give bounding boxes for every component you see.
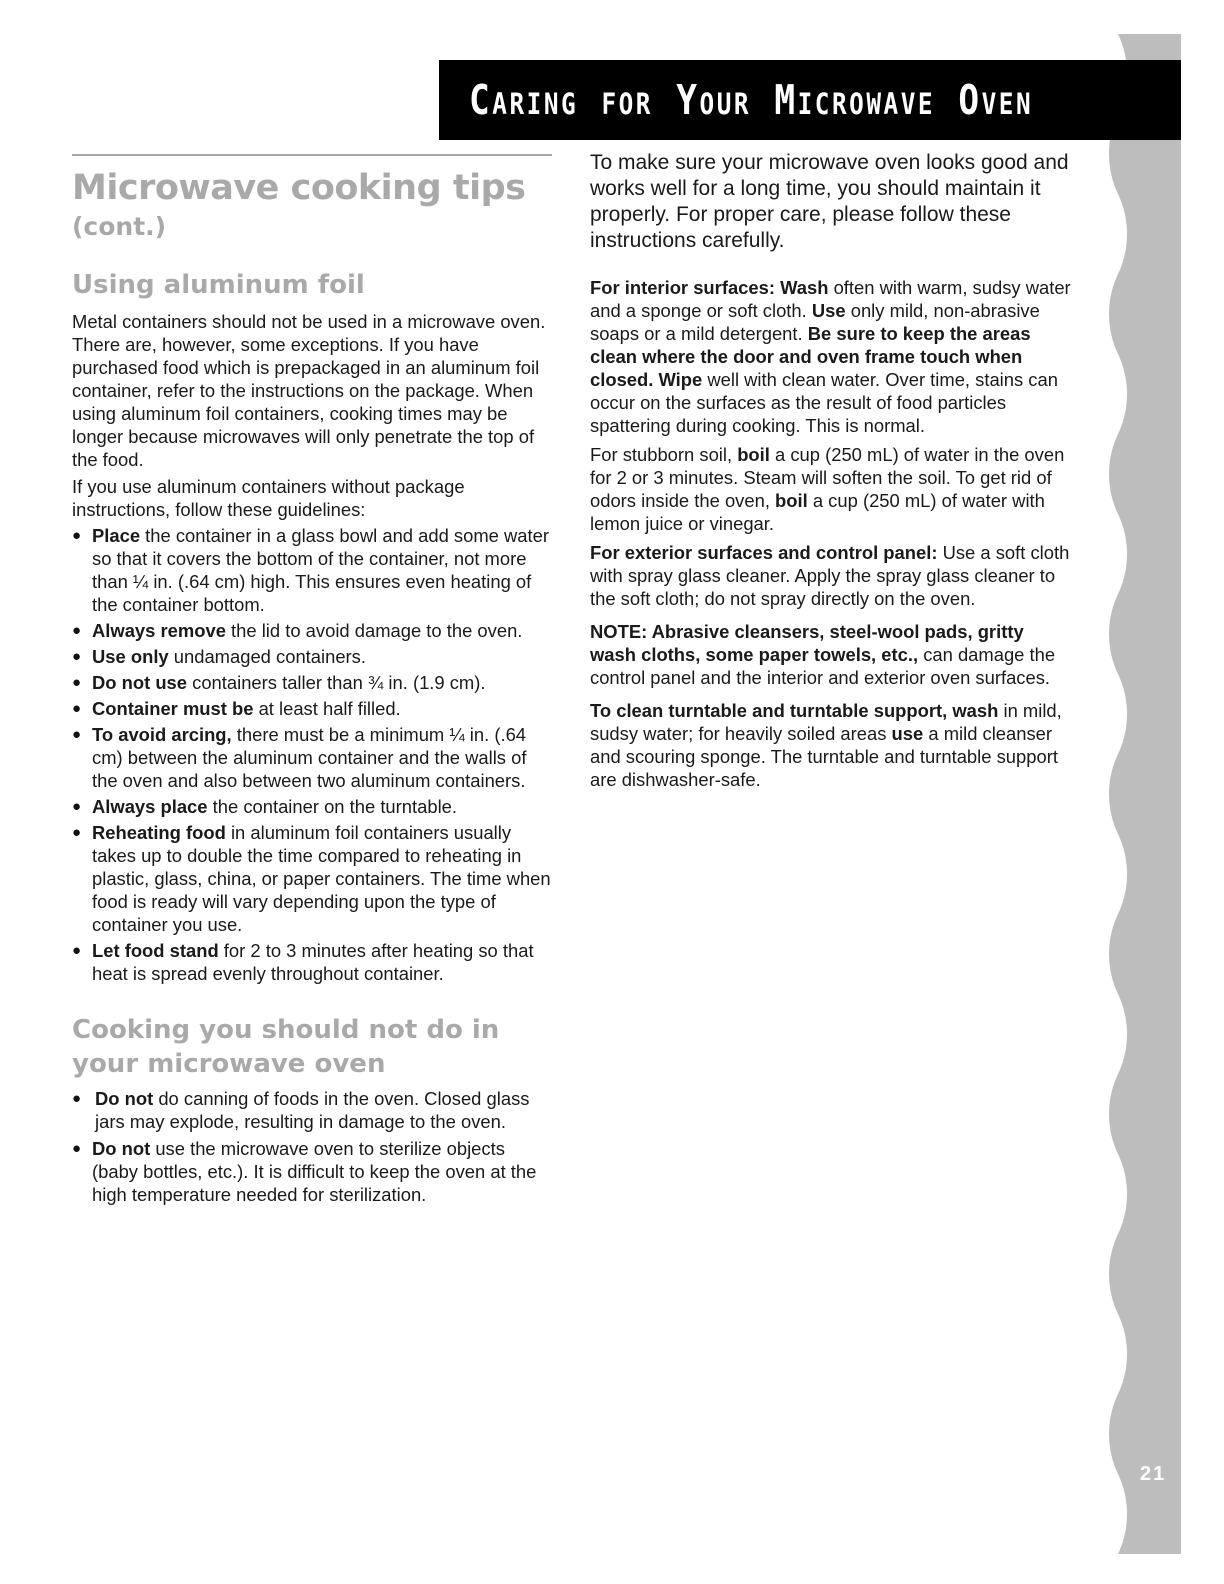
list-item <box>72 671 556 694</box>
list-item <box>72 619 556 642</box>
list-item <box>72 795 556 818</box>
note-text: can damage the control panel and the interior and exterior oven surfaces. <box>590 644 1056 688</box>
list-item <box>72 939 556 985</box>
list-item-bold: Use only <box>92 646 169 667</box>
stubborn-text-3: a cup (250 mL) of water with lemon juice or vinegar. <box>590 490 1045 534</box>
interior-bold-3: Be sure to keep the areas clean where the door and oven frame touch when closed. Wipe <box>590 323 1031 390</box>
heading-rule <box>72 154 552 156</box>
list-item-text: use the microwave oven to sterilize objects (baby bottles, etc.). It is difficult to keep the oven at the high temperature needed for sterilization. <box>92 1138 537 1205</box>
interior-text-1: often with warm, sudsy water and a sponge or soft cloth. <box>590 277 1071 321</box>
list-item-text: undamaged containers. <box>168 646 366 667</box>
list-item <box>72 524 556 616</box>
list-item-text: do canning of foods in the oven. Closed glass jars may explode, resulting in damage to the oven. <box>95 1088 530 1132</box>
foil-paragraph-2: If you use aluminum containers without package instructions, follow these guidelines: <box>72 476 465 520</box>
list-item <box>72 1087 556 1133</box>
turntable-text-1: in mild, sudsy water; for heavily soiled areas <box>590 700 1062 744</box>
stubborn-soil-paragraph <box>590 443 1072 535</box>
list-item-bold: Do not use <box>92 672 188 693</box>
list-item <box>72 723 556 792</box>
right-column <box>590 150 1072 791</box>
list-item-bold: Reheating food <box>92 822 226 843</box>
section-title: Caring for Your Microwave Oven <box>469 76 1034 124</box>
page-number: 21 <box>1140 1463 1167 1485</box>
turntable-text-2: a mild cleanser and scouring sponge. The turntable and turntable support are dishwasher-safe. <box>590 723 1058 790</box>
exterior-text: Use a soft cloth with spray glass cleaner. Apply the spray glass cleaner to the soft cloth; do not spray directly on the oven. <box>590 542 1070 609</box>
exterior-paragraph <box>590 541 1072 610</box>
stubborn-bold-2: boil <box>775 490 808 511</box>
stubborn-text-2: a cup (250 mL) of water in the oven for 2 or 3 minutes. Steam will soften the soil. To get rid of odors inside the oven, <box>590 444 1065 511</box>
exterior-bold: For exterior surfaces and control panel: <box>590 542 938 563</box>
list-item-bold: To avoid arcing, <box>92 724 232 745</box>
list-item-bold: Always remove <box>92 620 226 641</box>
list-item-bold: Do not <box>92 1138 151 1159</box>
list-item-bold: Always place <box>92 796 208 817</box>
dont-heading: Cooking you should not do in your microwave oven <box>72 1015 500 1079</box>
interior-bold-1: For interior surfaces: Wash <box>590 277 829 298</box>
interior-bold-2: Use <box>811 300 846 321</box>
interior-paragraph <box>590 276 1072 437</box>
list-item-bold: Place <box>92 525 141 546</box>
intro-paragraph: To make sure your microwave oven looks good and works well for a long time, you should maintain it properly. For proper care, please follow these instructions carefully. <box>590 151 1069 252</box>
list-item-text: there must be a minimum ¼ in. (.64 cm) between the aluminum container and the walls of the oven and also between two aluminum containers. <box>92 724 527 791</box>
foil-guidelines-list <box>72 524 556 985</box>
list-item-text: the lid to avoid damage to the oven. <box>225 620 523 641</box>
page-heading: Microwave cooking tips <box>72 168 526 208</box>
list-item <box>72 1137 556 1206</box>
list-item-text: the container in a glass bowl and add some water so that it covers the bottom of the container, not more than ¼ in. (.64 cm) high. This ensures even heating of the container bottom. <box>92 525 549 615</box>
list-item <box>72 645 556 668</box>
list-item-text: containers taller than ¾ in. (1.9 cm). <box>187 672 486 693</box>
list-item <box>72 821 556 936</box>
interior-text-3: well with clean water. Over time, stains can occur on the surfaces as the result of food particles spattering during cooking. This is normal. <box>590 369 1058 436</box>
left-column <box>72 166 556 1210</box>
interior-text-2: only mild, non-abrasive soaps or a mild detergent. <box>590 300 1040 344</box>
foil-heading: Using aluminum foil <box>72 270 365 300</box>
stubborn-bold-1: boil <box>737 444 770 465</box>
page-heading-sub: (cont.) <box>72 212 167 241</box>
list-item-text: in aluminum foil containers usually takes up to double the time compared to reheating in plastic, glass, china, or paper containers. The time when food is ready will vary depending upon the type of container you use. <box>92 822 551 935</box>
list-item-text: for 2 to 3 minutes after heating so that heat is spread evenly throughout container. <box>92 940 534 984</box>
note-bold: NOTE: Abrasive cleansers, steel-wool pads, gritty wash cloths, some paper towels, etc., <box>590 621 1024 665</box>
list-item-text: the container on the turntable. <box>207 796 457 817</box>
turntable-bold-2: use <box>891 723 924 744</box>
list-item-bold: Container must be <box>92 698 254 719</box>
note-paragraph <box>590 620 1072 689</box>
dont-list <box>72 1087 556 1206</box>
decorative-wave-edge <box>1108 34 1181 1554</box>
list-item-text: at least half filled. <box>253 698 401 719</box>
list-item-bold: Do not <box>95 1088 154 1109</box>
foil-paragraph-1: Metal containers should not be used in a microwave oven. There are, however, some exceptions. If you have purchased food which is prepackaged in an aluminum foil container, refer to the instructions on the package. When using aluminum foil containers, cooking times may be longer because microwaves will only penetrate the top of the food. <box>72 311 546 470</box>
list-item-bold: Let food stand <box>92 940 219 961</box>
stubborn-text-1: For stubborn soil, <box>590 444 738 465</box>
section-title-bar <box>439 60 1181 140</box>
turntable-paragraph <box>590 699 1072 791</box>
list-item <box>72 697 556 720</box>
turntable-bold-1: To clean turntable and turntable support, wash <box>590 700 999 721</box>
